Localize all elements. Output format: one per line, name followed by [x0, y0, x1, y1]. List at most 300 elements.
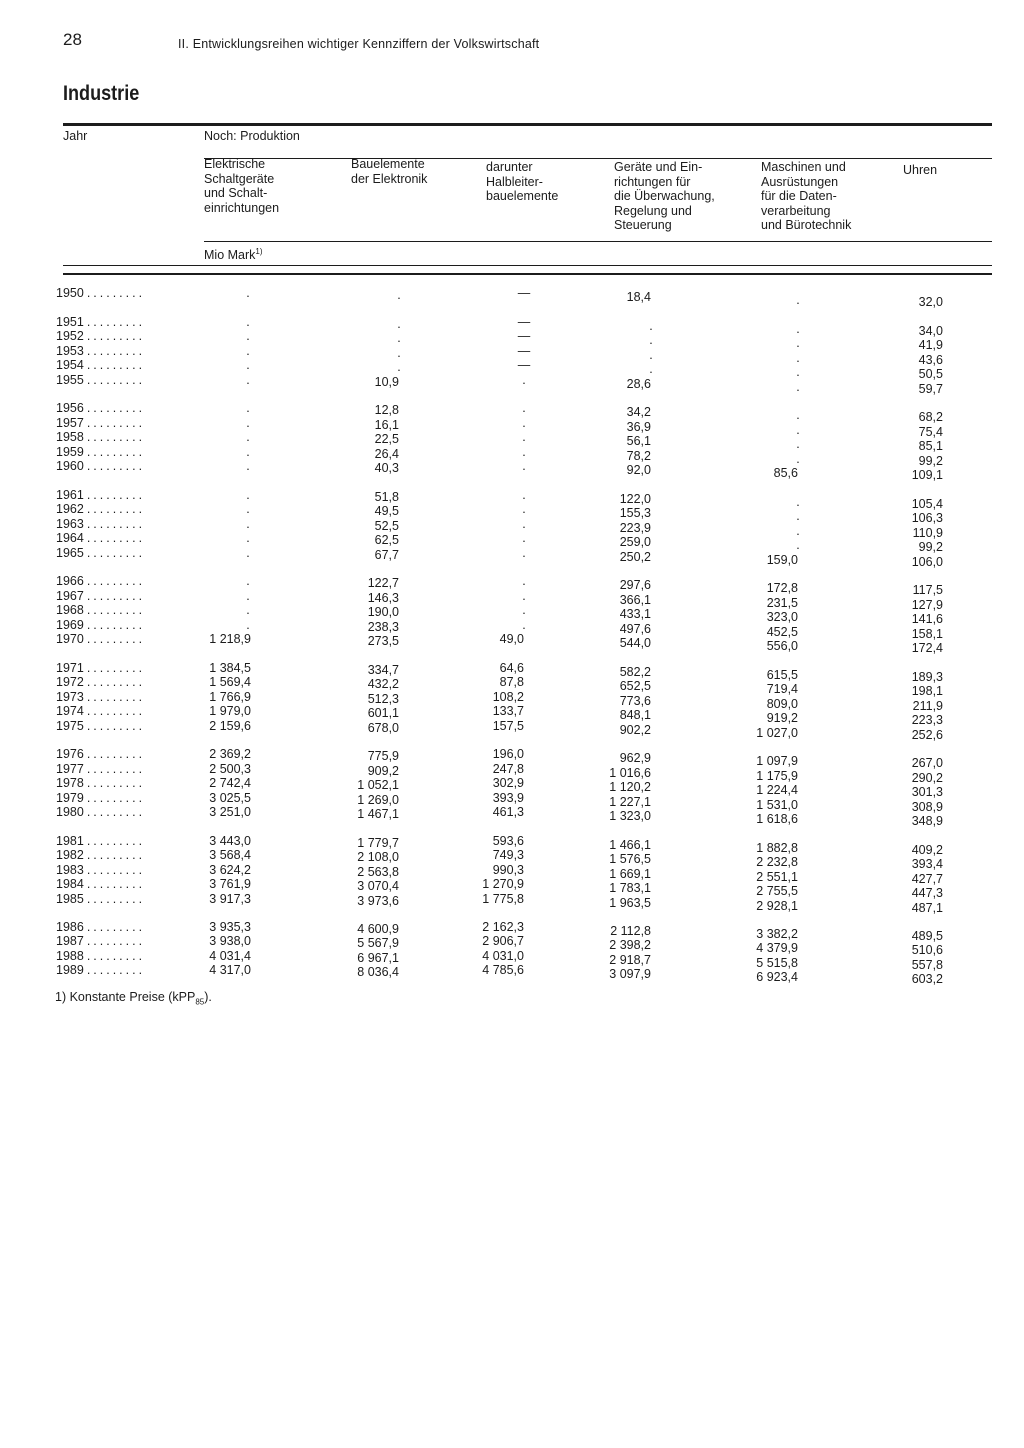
- leader-dots: .........: [86, 603, 146, 617]
- value-cell: .: [522, 401, 526, 415]
- value-cell: 85,6: [773, 466, 798, 480]
- value-cell: 3 917,3: [209, 892, 251, 906]
- value-cell: 40,3: [374, 461, 399, 475]
- value-cell: 51,8: [374, 490, 399, 504]
- value-cell: 1 882,8: [756, 841, 798, 855]
- value-cell: .: [796, 437, 800, 451]
- year-cell: 1979 .........: [56, 791, 146, 805]
- year-cell: 1971 .........: [56, 661, 146, 675]
- leader-dots: .........: [86, 589, 146, 603]
- value-cell: .: [522, 618, 526, 632]
- leader-dots: .........: [86, 805, 146, 819]
- year-cell: 1953 .........: [56, 344, 146, 358]
- value-cell: 1 979,0: [209, 704, 251, 718]
- year-cell: 1961 .........: [56, 488, 146, 502]
- year-cell: 1962 .........: [56, 502, 146, 516]
- value-cell: 603,2: [911, 972, 943, 986]
- leader-dots: .........: [86, 963, 146, 977]
- value-cell: 1 775,8: [482, 892, 524, 906]
- value-cell: 489,5: [911, 929, 943, 943]
- year-cell: 1950 .........: [56, 286, 146, 300]
- value-cell: 6 923,4: [756, 970, 798, 984]
- value-cell: 1 531,0: [756, 798, 798, 812]
- leader-dots: .........: [86, 632, 146, 646]
- value-cell: 297,6: [619, 578, 651, 592]
- year-cell: 1957 .........: [56, 416, 146, 430]
- leader-dots: .........: [86, 920, 146, 934]
- leader-dots: .........: [86, 762, 146, 776]
- year-cell: 1966 .........: [56, 574, 146, 588]
- value-cell: 290,2: [911, 771, 943, 785]
- value-cell: .: [522, 445, 526, 459]
- value-cell: 189,3: [911, 670, 943, 684]
- value-cell: 902,2: [619, 723, 651, 737]
- year-cell: 1970 .........: [56, 632, 146, 646]
- value-cell: 2 500,3: [209, 762, 251, 776]
- value-cell: 1 766,9: [209, 690, 251, 704]
- value-cell: 267,0: [911, 756, 943, 770]
- value-cell: 2 755,5: [756, 884, 798, 898]
- leader-dots: .........: [86, 791, 146, 805]
- value-cell: 106,0: [911, 555, 943, 569]
- value-cell: .: [522, 373, 526, 387]
- value-cell: 231,5: [766, 596, 798, 610]
- value-cell: 393,4: [911, 857, 943, 871]
- value-cell: 62,5: [374, 533, 399, 547]
- value-cell: 1 779,7: [357, 836, 399, 850]
- value-cell: .: [796, 336, 800, 350]
- leader-dots: .........: [86, 315, 146, 329]
- value-cell: 92,0: [626, 463, 651, 477]
- value-cell: 3 070,4: [357, 879, 399, 893]
- value-cell: 497,6: [619, 622, 651, 636]
- value-cell: 3 761,9: [209, 877, 251, 891]
- value-cell: 273,5: [367, 634, 399, 648]
- year-cell: 1977 .........: [56, 762, 146, 776]
- value-cell: 3 624,2: [209, 863, 251, 877]
- value-cell: .: [397, 317, 401, 331]
- year-cell: 1986 .........: [56, 920, 146, 934]
- value-cell: .: [246, 531, 250, 545]
- value-cell: 4 031,4: [209, 949, 251, 963]
- value-cell: 557,8: [911, 958, 943, 972]
- leader-dots: .........: [86, 574, 146, 588]
- value-cell: .: [397, 346, 401, 360]
- value-cell: —: [517, 286, 531, 300]
- value-cell: .: [522, 430, 526, 444]
- value-cell: 323,0: [766, 610, 798, 624]
- year-cell: 1960 .........: [56, 459, 146, 473]
- year-cell: 1985 .........: [56, 892, 146, 906]
- value-cell: 593,6: [492, 834, 524, 848]
- value-cell: .: [796, 365, 800, 379]
- leader-dots: .........: [86, 344, 146, 358]
- value-cell: .: [246, 488, 250, 502]
- value-cell: 3 025,5: [209, 791, 251, 805]
- value-cell: .: [796, 538, 800, 552]
- value-cell: 252,6: [911, 728, 943, 742]
- value-cell: 1 175,9: [756, 769, 798, 783]
- value-cell: 2 918,7: [609, 953, 651, 967]
- value-cell: 1 027,0: [756, 726, 798, 740]
- column-header: Uhren: [903, 163, 938, 177]
- year-cell: 1956 .........: [56, 401, 146, 415]
- value-cell: —: [517, 315, 531, 329]
- value-cell: 26,4: [374, 447, 399, 461]
- value-cell: 582,2: [619, 665, 651, 679]
- value-cell: 2 928,1: [756, 899, 798, 913]
- leader-dots: .........: [86, 517, 146, 531]
- value-cell: 64,6: [499, 661, 524, 675]
- value-cell: 155,3: [619, 506, 651, 520]
- value-cell: 28,6: [626, 377, 651, 391]
- value-cell: 447,3: [911, 886, 943, 900]
- value-cell: 366,1: [619, 593, 651, 607]
- value-cell: 34,2: [626, 405, 651, 419]
- value-cell: .: [246, 315, 250, 329]
- value-cell: 85,1: [918, 439, 943, 453]
- value-cell: 43,6: [918, 353, 943, 367]
- column-header: Bauelemente der Elektronik: [351, 157, 428, 186]
- year-cell: 1980 .........: [56, 805, 146, 819]
- value-cell: 2 232,8: [756, 855, 798, 869]
- year-cell: 1969 .........: [56, 618, 146, 632]
- value-cell: 2 906,7: [482, 934, 524, 948]
- leader-dots: .........: [86, 445, 146, 459]
- value-cell: 159,0: [766, 553, 798, 567]
- value-cell: 238,3: [367, 620, 399, 634]
- value-cell: 122,7: [367, 576, 399, 590]
- value-cell: .: [246, 344, 250, 358]
- value-cell: 172,4: [911, 641, 943, 655]
- value-cell: 1 270,9: [482, 877, 524, 891]
- year-cell: 1982 .........: [56, 848, 146, 862]
- value-cell: 749,3: [492, 848, 524, 862]
- value-cell: 302,9: [492, 776, 524, 790]
- leader-dots: .........: [86, 661, 146, 675]
- year-cell: 1988 .........: [56, 949, 146, 963]
- year-cell: 1984 .........: [56, 877, 146, 891]
- value-cell: 198,1: [911, 684, 943, 698]
- value-cell: 1 052,1: [357, 778, 399, 792]
- value-cell: .: [246, 358, 250, 372]
- value-cell: 308,9: [911, 800, 943, 814]
- leader-dots: .........: [86, 502, 146, 516]
- value-cell: 556,0: [766, 639, 798, 653]
- value-cell: .: [649, 333, 653, 347]
- value-cell: .: [796, 524, 800, 538]
- value-cell: 962,9: [619, 751, 651, 765]
- value-cell: 223,3: [911, 713, 943, 727]
- leader-dots: .........: [86, 892, 146, 906]
- value-cell: 1 569,4: [209, 675, 251, 689]
- value-cell: 301,3: [911, 785, 943, 799]
- header-bottom-rule: [63, 265, 992, 266]
- value-cell: .: [522, 574, 526, 588]
- value-cell: .: [246, 459, 250, 473]
- value-cell: .: [246, 574, 250, 588]
- value-cell: 1 384,5: [209, 661, 251, 675]
- value-cell: .: [246, 401, 250, 415]
- value-cell: 146,3: [367, 591, 399, 605]
- value-cell: .: [796, 322, 800, 336]
- footnote-mark: 1): [255, 247, 263, 256]
- leader-dots: .........: [86, 531, 146, 545]
- value-cell: 110,9: [912, 526, 943, 540]
- column-header: darunter Halbleiter- bauelemente: [486, 160, 559, 203]
- group-header: Noch: Produktion: [204, 129, 300, 143]
- value-cell: 99,2: [918, 454, 943, 468]
- value-cell: 78,2: [626, 449, 651, 463]
- leader-dots: .........: [86, 949, 146, 963]
- value-cell: 1 016,6: [609, 766, 651, 780]
- unit-rule: [204, 241, 992, 242]
- value-cell: .: [796, 509, 800, 523]
- leader-dots: .........: [86, 329, 146, 343]
- value-cell: 108,2: [492, 690, 524, 704]
- value-cell: 461,3: [492, 805, 524, 819]
- leader-dots: .........: [86, 719, 146, 733]
- value-cell: 172,8: [766, 581, 798, 595]
- unit-label: Mio Mark$^{1)}$: [204, 247, 263, 263]
- year-cell: 1959 .........: [56, 445, 146, 459]
- value-cell: 809,0: [766, 697, 798, 711]
- value-cell: 68,2: [918, 410, 943, 424]
- page-number: 28: [63, 30, 82, 49]
- value-cell: .: [796, 351, 800, 365]
- value-cell: 1 097,9: [756, 754, 798, 768]
- value-cell: 36,9: [626, 420, 651, 434]
- leader-dots: .........: [86, 373, 146, 387]
- value-cell: 22,5: [374, 432, 399, 446]
- value-cell: 109,1: [911, 468, 943, 482]
- value-cell: 211,9: [912, 699, 943, 713]
- value-cell: 2 159,6: [209, 719, 251, 733]
- value-cell: 250,2: [619, 550, 651, 564]
- value-cell: 87,8: [499, 675, 524, 689]
- value-cell: 775,9: [367, 749, 399, 763]
- leader-dots: .........: [86, 459, 146, 473]
- value-cell: .: [522, 531, 526, 545]
- value-cell: 6 967,1: [357, 951, 399, 965]
- value-cell: 2 112,8: [610, 924, 651, 938]
- year-cell: 1972 .........: [56, 675, 146, 689]
- value-cell: 433,1: [619, 607, 651, 621]
- year-cell: 1978 .........: [56, 776, 146, 790]
- value-cell: .: [796, 380, 800, 394]
- value-cell: .: [649, 362, 653, 376]
- value-cell: 3 935,3: [209, 920, 251, 934]
- leader-dots: .........: [86, 358, 146, 372]
- value-cell: 4 379,9: [756, 941, 798, 955]
- value-cell: 1 669,1: [609, 867, 651, 881]
- value-cell: .: [522, 517, 526, 531]
- leader-dots: .........: [86, 618, 146, 632]
- value-cell: 512,3: [367, 692, 399, 706]
- value-cell: .: [246, 517, 250, 531]
- year-cell: 1981 .........: [56, 834, 146, 848]
- value-cell: 247,8: [492, 762, 524, 776]
- footnote: 1) Konstante Preise (kPP$_{85}$).: [55, 990, 212, 1007]
- value-cell: 409,2: [911, 843, 943, 857]
- value-cell: .: [522, 589, 526, 603]
- value-cell: 1 269,0: [357, 793, 399, 807]
- value-cell: 5 567,9: [357, 936, 399, 950]
- value-cell: 2 108,0: [357, 850, 399, 864]
- value-cell: 117,5: [912, 583, 943, 597]
- value-cell: .: [522, 546, 526, 560]
- value-cell: .: [796, 408, 800, 422]
- leader-dots: .........: [86, 546, 146, 560]
- column-header: Maschinen und Ausrüstungen für die Daten- verarbeitung und Bürotechnik: [761, 160, 852, 232]
- year-cell: 1954 .........: [56, 358, 146, 372]
- value-cell: .: [397, 331, 401, 345]
- value-cell: 601,1: [367, 706, 399, 720]
- value-cell: 1 227,1: [609, 795, 651, 809]
- value-cell: 1 218,9: [209, 632, 251, 646]
- value-cell: 348,9: [911, 814, 943, 828]
- value-cell: .: [246, 430, 250, 444]
- value-cell: .: [246, 329, 250, 343]
- value-cell: 652,5: [619, 679, 651, 693]
- value-cell: .: [246, 603, 250, 617]
- value-cell: 427,7: [911, 872, 943, 886]
- value-cell: 1 323,0: [609, 809, 651, 823]
- body-top-rule: [63, 273, 992, 275]
- value-cell: 49,5: [374, 504, 399, 518]
- value-cell: 32,0: [918, 295, 943, 309]
- year-cell: 1975 .........: [56, 719, 146, 733]
- value-cell: 52,5: [374, 519, 399, 533]
- value-cell: 4 600,9: [357, 922, 399, 936]
- value-cell: 1 224,4: [756, 783, 798, 797]
- value-cell: .: [246, 618, 250, 632]
- value-cell: 773,6: [619, 694, 651, 708]
- leader-dots: .........: [86, 776, 146, 790]
- value-cell: 99,2: [918, 540, 943, 554]
- value-cell: 4 317,0: [209, 963, 251, 977]
- year-cell: 1987 .........: [56, 934, 146, 948]
- value-cell: 122,0: [619, 492, 651, 506]
- year-cell: 1964 .........: [56, 531, 146, 545]
- top-rule: [63, 123, 992, 126]
- value-cell: 59,7: [918, 382, 943, 396]
- year-cell: 1976 .........: [56, 747, 146, 761]
- value-cell: 1 618,6: [756, 812, 798, 826]
- value-cell: 3 251,0: [209, 805, 251, 819]
- value-cell: 16,1: [374, 418, 399, 432]
- value-cell: .: [796, 452, 800, 466]
- year-cell: 1952 .........: [56, 329, 146, 343]
- leader-dots: .........: [86, 488, 146, 502]
- year-cell: 1989 .........: [56, 963, 146, 977]
- value-cell: 1 576,5: [609, 852, 651, 866]
- value-cell: 1 783,1: [609, 881, 651, 895]
- year-cell: 1951 .........: [56, 315, 146, 329]
- year-cell: 1973 .........: [56, 690, 146, 704]
- value-cell: .: [796, 495, 800, 509]
- value-cell: 2 398,2: [609, 938, 651, 952]
- year-cell: 1968 .........: [56, 603, 146, 617]
- value-cell: 259,0: [619, 535, 651, 549]
- value-cell: 1 963,5: [609, 896, 651, 910]
- leader-dots: .........: [86, 690, 146, 704]
- value-cell: 3 568,4: [209, 848, 251, 862]
- value-cell: 1 466,1: [609, 838, 651, 852]
- value-cell: 334,7: [367, 663, 399, 677]
- year-cell: 1965 .........: [56, 546, 146, 560]
- value-cell: .: [246, 373, 250, 387]
- leader-dots: .........: [86, 430, 146, 444]
- year-cell: 1983 .........: [56, 863, 146, 877]
- value-cell: 105,4: [911, 497, 943, 511]
- leader-dots: .........: [86, 834, 146, 848]
- value-cell: 5 515,8: [756, 956, 798, 970]
- section-title: Industrie: [63, 82, 140, 105]
- value-cell: 12,8: [374, 403, 399, 417]
- value-cell: 67,7: [374, 548, 399, 562]
- value-cell: 510,6: [911, 943, 943, 957]
- value-cell: .: [649, 319, 653, 333]
- value-cell: .: [522, 603, 526, 617]
- value-cell: 34,0: [918, 324, 943, 338]
- leader-dots: .........: [86, 286, 146, 300]
- value-cell: 106,3: [911, 511, 943, 525]
- value-cell: 223,9: [619, 521, 651, 535]
- value-cell: 990,3: [492, 863, 524, 877]
- value-cell: .: [522, 416, 526, 430]
- stub-header: Jahr: [63, 129, 88, 143]
- leader-dots: .........: [86, 675, 146, 689]
- value-cell: .: [522, 502, 526, 516]
- value-cell: —: [517, 329, 531, 343]
- value-cell: .: [649, 348, 653, 362]
- year-cell: 1974 .........: [56, 704, 146, 718]
- value-cell: 1 467,1: [357, 807, 399, 821]
- value-cell: 487,1: [911, 901, 943, 915]
- column-header: Geräte und Ein- richtungen für die Überwachung, Regelung und Steuerung: [614, 160, 715, 232]
- year-cell: 1967 .........: [56, 589, 146, 603]
- value-cell: 75,4: [918, 425, 943, 439]
- value-cell: 2 742,4: [209, 776, 251, 790]
- leader-dots: .........: [86, 863, 146, 877]
- value-cell: .: [246, 416, 250, 430]
- leader-dots: .........: [86, 848, 146, 862]
- value-cell: 18,4: [626, 290, 651, 304]
- value-cell: 3 938,0: [209, 934, 251, 948]
- value-cell: 127,9: [911, 598, 943, 612]
- group-rule: [204, 158, 992, 159]
- value-cell: 678,0: [367, 721, 399, 735]
- value-cell: 2 563,8: [357, 865, 399, 879]
- leader-dots: .........: [86, 747, 146, 761]
- value-cell: 4 785,6: [482, 963, 524, 977]
- value-cell: .: [796, 293, 800, 307]
- value-cell: 919,2: [766, 711, 798, 725]
- leader-dots: .........: [86, 934, 146, 948]
- value-cell: .: [796, 423, 800, 437]
- value-cell: 615,5: [766, 668, 798, 682]
- value-cell: 909,2: [367, 764, 399, 778]
- value-cell: 158,1: [911, 627, 943, 641]
- value-cell: .: [397, 360, 401, 374]
- leader-dots: .........: [86, 416, 146, 430]
- year-cell: 1963 .........: [56, 517, 146, 531]
- value-cell: .: [246, 589, 250, 603]
- value-cell: 196,0: [492, 747, 524, 761]
- value-cell: 49,0: [499, 632, 524, 646]
- value-cell: 157,5: [492, 719, 524, 733]
